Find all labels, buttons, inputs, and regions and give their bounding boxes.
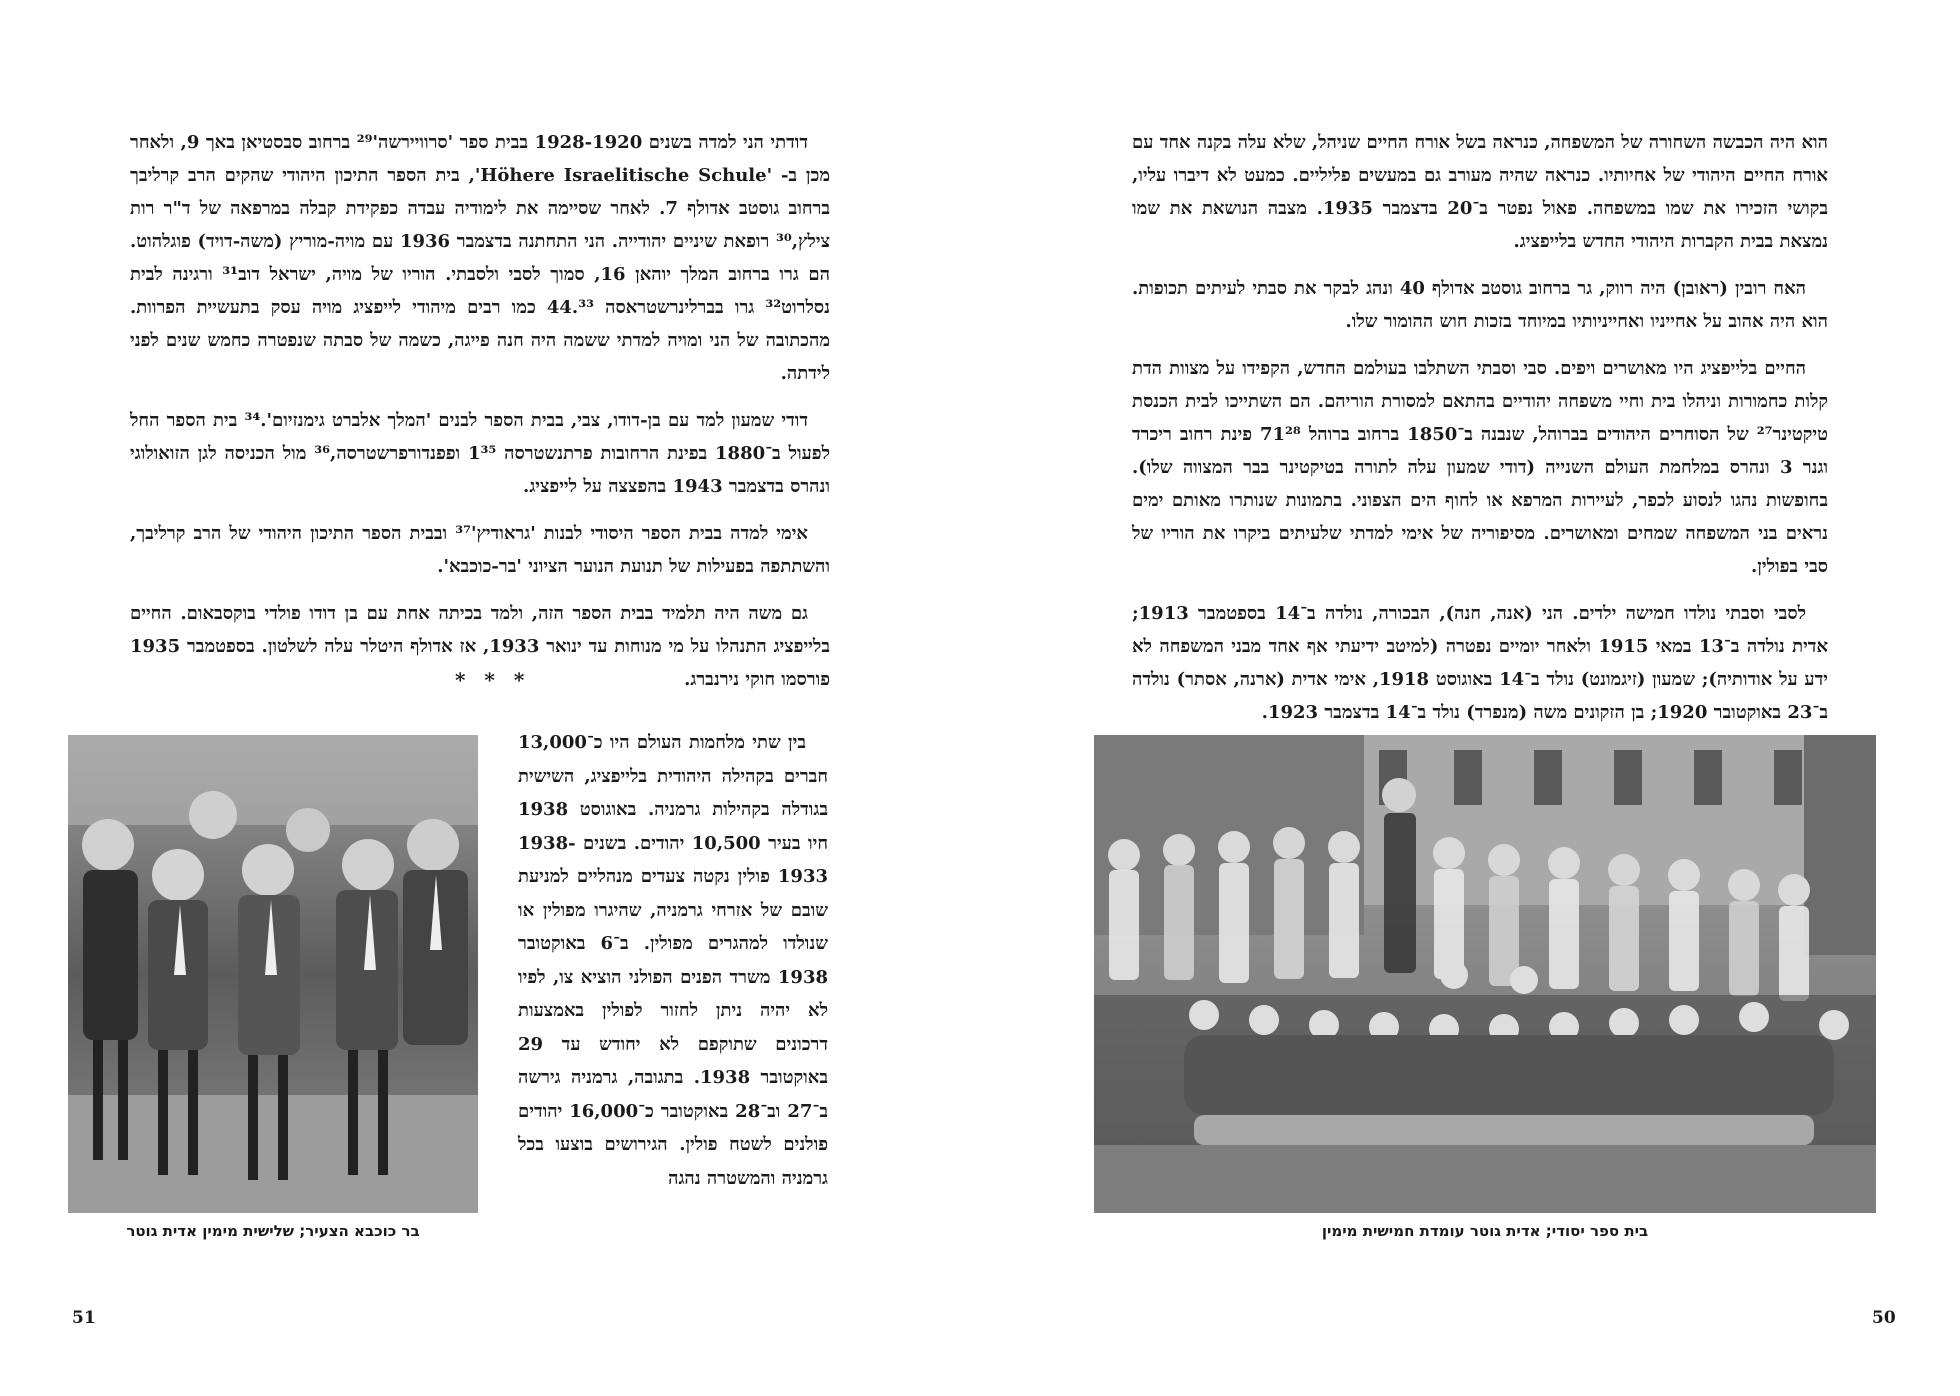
- right-page: [980, 0, 1960, 1396]
- left-main-text: [130, 126, 830, 710]
- group-photo-illustration: [68, 735, 478, 1213]
- photo-bar-kochba-group: [68, 735, 478, 1213]
- class-photo-illustration: [1094, 735, 1876, 1213]
- paragraph: בין שתי מלחמות העולם היו כ־13,000 חברים בקהילה היהודית בלייפציג, השישית בגודלה בקהילות גרמניה. באוגוסט 1938 חיו בעיר 10,500 יהודים. בשנים 1938-1933 פולין נקטה צעדים מנהליים למניעת שובם של אזרחי גרמניה, שהיגרו מפולין או שנולדו למהגרים מפולין. ב־6 באוקטובר 1938 משרד הפנים הפולני הוציא צו, לפיו לא יהיה ניתן לחזור לפולין באמצעות דרכונים שתוקפם לא יחודש עד 29 באוקטובר 1938. בתגובה, גרמניה גירשה ב־27 וב־28 באוקטובר כ־16,000 יהודים פולנים לשטח פולין. הגירושים בוצעו בכל גרמניה והמשטרה נהגה: [518, 732, 828, 1189]
- page-number: 50: [1872, 1308, 1896, 1328]
- paragraph: הוא היה הכבשה השחורה של המשפחה, כנראה בשל אורח החיים שניהל, שלא עלה בקנה אחד עם אורח החיים היהודי של אחיותיו. כנראה שהיה מעורב גם במעשים פליליים. כמעט לא דיברו עליו, בקושי הזכירו את שמו במשפחה. פאול נפטר ב־20 בדצמבר 1935. מצבה הנושאת את שמו נמצאת בבית הקברות היהודי החדש בלייפציג.: [1132, 132, 1829, 252]
- right-main-text: [1132, 126, 1828, 743]
- page-number: 51: [72, 1308, 96, 1328]
- paragraph: גם משה היה תלמיד בבית הספר הזה, ולמד בכיתה אחת עם בן דודו פולדי בוקסבאום. החיים בלייפציג התנהלו על מי מנוחות עד ינואר 1933, אז אדולף היטלר עלה לשלטון. בספטמבר 1935 פורסמו חוקי נירנברג.: [130, 603, 830, 690]
- paragraph: האח רובין (ראובן) היה רווק, גר ברחוב גוסטב אדולף 40 ונהג לבקר את סבתי לעיתים תכופות. הוא היה אהוב על אחייניו ואחייניותיו במיוחד בזכות חוש ההומור שלו.: [1132, 278, 1828, 332]
- paragraph: אימי למדה בבית הספר היסודי לבנות 'גראודיץ'³⁷ ובבית הספר התיכון היהודי של הרב קרליבך, והשתתפה בפעילות של תנועת הנוער הציוני 'בר-כוכבא'.: [130, 523, 830, 577]
- left-column-text: [518, 726, 828, 1209]
- paragraph: דודי שמעון למד עם בן-דודו, צבי, בבית הספר לבנים 'המלך אלברט גימנזיום'.³⁴ בית הספר החל לפעול ב־1880 בפינת הרחובות פרתנשטרסה 1³⁵ ופפנדורפרשטרסה,³⁶ מול הכניסה לגן הזואולוגי ונהרס בדצמבר 1943 בהפצצה על לייפציג.: [130, 410, 830, 497]
- paragraph: דודתי הני למדה בשנים 1928-1920 בבית ספר 'סרוויירשה'²⁹ ברחוב סבסטיאן באך 9, ולאחר מכן ב- 'Höhere Israelitische Schule', בית הספר התיכון היהודי שהקים הרב קרליבך ברחוב גוסטב אדולף 7. לאחר שסיימה את לימודיה עבדה כפקידת קבלה במרפאה של ד"ר רות צילץ,³⁰ רופאת שיניים יהודייה. הני התחתנה בדצמבר 1936 עם מויה-מוריץ (משה-דויד) פוגלהוט. הם גרו ברחוב המלך יוהאן 16, סמוך לסבי ולסבתי. הוריו של מויה, ישראל דוב³¹ ורגינה לבית נסלרוט³² גרו בברלינרשטראסה 44.³³ כמו רבים מיהודי לייפציג מויה עסק בתעשיית הפרוות. מהכתובה של הני ומויה למדתי ששמה היה חנה פייגה, כשמה של סבתה שנפטרה כחמש שנים לפני לידתה.: [130, 132, 830, 384]
- paragraph: החיים בלייפציג היו מאושרים ויפים. סבי וסבתי השתלבו בעולמם החדש, הקפידו על מצוות הדת קלות כחמורות וניהלו בית וחיי משפחה יהודיים בהתאם למסורת הוריהם. הם השתייכו לבית הכנסת טיקטינר²⁷ של הסוחרים היהודים בברוהל, שנבנה ב־1850 ברחוב ברוהל 71²⁸ פינת רחוב ריכרד וגנר 3 ונהרס במלחמת העולם השנייה (דודי שמעון עלה לתורה בטיקטינר בבר המצווה שלו). בחופשות נהגו לנסוע לכפר, לעיירות המרפא או לחוף הים הצפוני. בתמונות שנותרו מאותם ימים נראים בני המשפחה שמחים ומאושרים. מסיפוריה של אימי למדתי שלעיתים ביקרו את הוריו של סבי בפולין.: [1132, 358, 1828, 577]
- section-separator: * * *: [455, 668, 531, 692]
- photo-caption: בר כוכבא הצעיר; שלישית מימין אדית גוטר: [126, 1222, 420, 1240]
- photo-school-class: [1094, 735, 1876, 1213]
- photo-caption: בית ספר יסודי; אדית גוטר עומדת חמישית מימין: [1321, 1222, 1649, 1240]
- paragraph: לסבי וסבתי נולדו חמישה ילדים. הני (אנה, חנה), הבכורה, נולדה ב־14 בספטמבר 1913; אדית נולדה ב־13 במאי 1915 ולאחר יומיים נפטרה (למיטב ידיעתי אף אחד מבני המשפחה לא ידע על אודותיה); שמעון (זיגמונט) נולד ב־14 באוגוסט 1918, אימי אדית (ארנה, אסתר) נולדה ב־23 באוקטובר 1920; בן הזקונים משה (מנפרד) נולד ב־14 בדצמבר 1923.: [1132, 603, 1829, 723]
